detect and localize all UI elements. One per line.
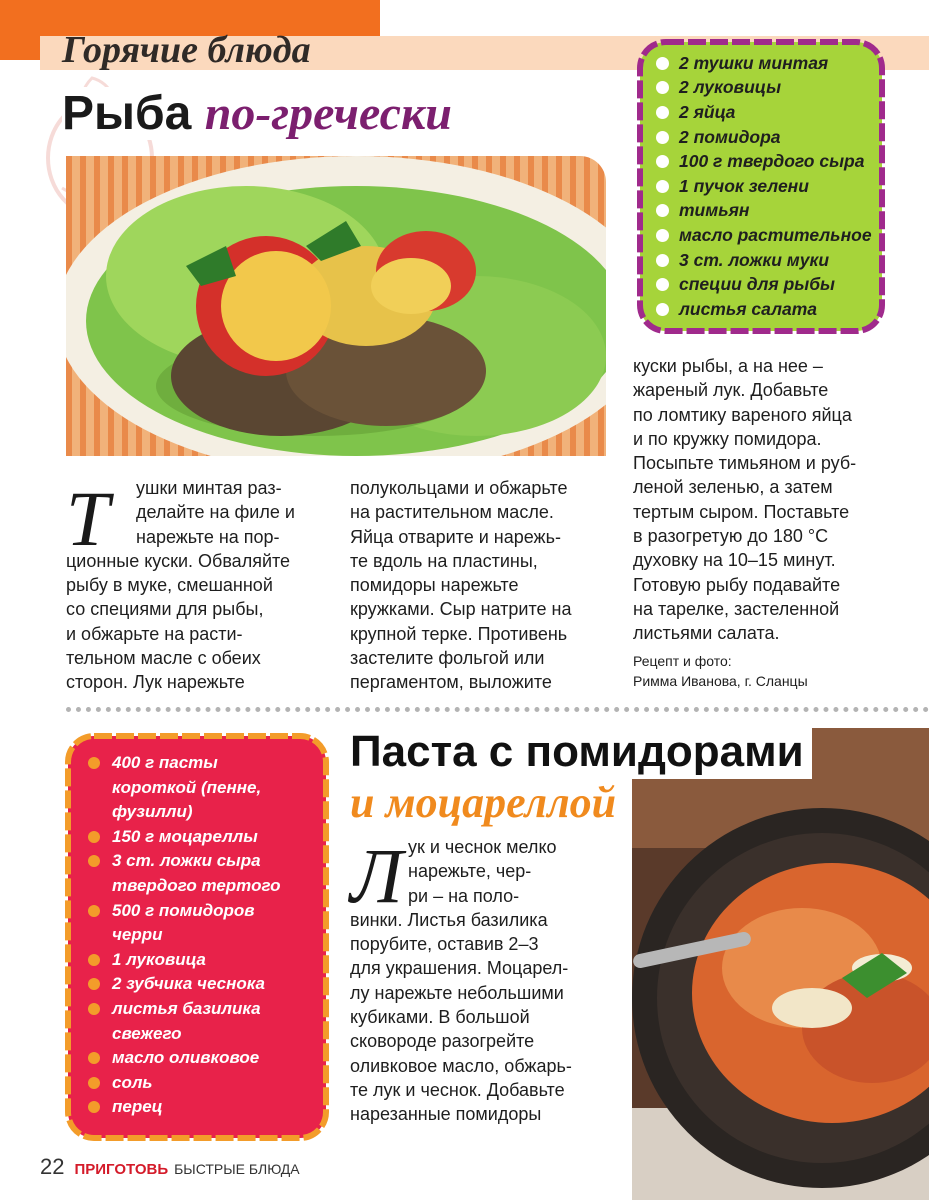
bullet-dot-icon: [88, 1077, 100, 1089]
bullet-dot-icon: [88, 1052, 100, 1064]
ingredient-item: [88, 899, 281, 948]
ingredient-text: перец: [112, 1097, 163, 1117]
ingredient-item: [656, 76, 872, 101]
magazine-series: БЫСТРЫЕ БЛЮДА: [174, 1161, 300, 1177]
bullet-dot-icon: [88, 1003, 100, 1015]
bullet-dot-icon: [656, 106, 669, 119]
ingredient-item: [88, 997, 281, 1046]
ingredient-item: [88, 1095, 281, 1120]
ingredient-item: [656, 125, 872, 150]
recipe2-text: [350, 832, 572, 1127]
ingredient-item: [88, 751, 281, 825]
ingredient-item: [656, 223, 872, 248]
section-divider: [66, 707, 929, 712]
ingredient-text: 1 пучок зелени: [679, 175, 809, 196]
magazine-name: ПРИГОТОВЬ: [74, 1161, 169, 1178]
ingredients-list-fish: [656, 51, 872, 322]
fish-dish-photo: [66, 156, 606, 456]
ingredient-item: [656, 248, 872, 273]
bullet-dot-icon: [88, 855, 100, 867]
recipe2-body: винки. Листья базилика порубите, оставив 2–3 для украшения. Моцарел- лу нарежьте небольшими кубиками. В большой сковороде разогрейте оливковое масло, обжарь- те лук и чеснок. Добавьте нарезанные помидоры: [350, 909, 572, 1125]
ingredient-text: листья салата: [679, 298, 818, 319]
ingredient-text: 100 г твердого сыра: [679, 151, 865, 172]
bullet-dot-icon: [656, 81, 669, 94]
ingredient-item: [88, 849, 281, 898]
ingredient-item: [656, 199, 872, 224]
bullet-dot-icon: [88, 1101, 100, 1113]
ingredient-text: 400 г пасты короткой (пенне, фузилли): [112, 753, 262, 822]
ingredient-text: масло оливковое: [112, 1048, 260, 1068]
ingredient-text: 2 луковицы: [679, 77, 782, 98]
ingredient-text: соль: [112, 1072, 153, 1092]
ingredient-item: [656, 100, 872, 125]
pasta-title-line-2: и моцареллой: [350, 778, 617, 827]
bullet-dot-icon: [88, 757, 100, 769]
page-number: 22: [40, 1154, 65, 1179]
recipe1-col1-text: ционные куски. Обваляйте рыбу в муке, смешанной со специями для рыбы, и обжарьте на расти- тельном масле с обеих сторон. Лук нарежьте: [66, 550, 291, 693]
page-footer: [40, 1154, 300, 1180]
bullet-dot-icon: [88, 978, 100, 990]
ingredient-item: [88, 1046, 281, 1071]
pasta-title-line-1: Паста с помидорами: [350, 725, 812, 779]
recipe1-column-2: полукольцами и обжарьте на растительном масле. Яйца отварите и нарежь- те вдоль на пластины, помидоры нарежьте кружками. Сыр натрите на крупной терке. Противень застелите фольгой или пергаментом, выложите: [350, 478, 572, 693]
dropcap-l: Л: [350, 832, 403, 919]
ingredient-text: 1 луковица: [112, 949, 206, 969]
ingredient-item: [88, 1071, 281, 1096]
pasta-skillet-photo: [632, 728, 929, 1200]
bullet-dot-icon: [656, 229, 669, 242]
recipe-title-plain: Рыба: [62, 87, 192, 140]
ingredient-text: 3 ст. ложки сыра твердого тертого: [112, 851, 281, 895]
recipe1-column-3: куски рыбы, а на нее – жареный лук. Добавьте по ломтику вареного яйца и по кружку помидора. Посыпьте тимьяном и руб- леной зеленью, а затем тертым сыром. Поставьте в разогретую до 180 °С духовку на 10–15 минут. Готовую рыбу подавайте на тарелке, застеленной листьями салата.: [633, 356, 857, 644]
bullet-dot-icon: [656, 278, 669, 291]
bullet-dot-icon: [88, 831, 100, 843]
dropcap-t: Т: [66, 475, 110, 562]
bullet-dot-icon: [656, 204, 669, 217]
bullet-dot-icon: [656, 57, 669, 70]
recipe-title-script: по-гречески: [204, 87, 452, 140]
ingredient-item: [656, 297, 872, 322]
ingredient-item: [88, 825, 281, 850]
ingredient-text: 2 тушки минтая: [679, 52, 829, 73]
ingredient-text: 2 помидора: [679, 126, 781, 147]
recipe-credit: Рецепт и фото: Римма Иванова, г. Сланцы: [633, 653, 808, 689]
recipe2-first-lines: ук и чеснок мелко нарежьте, чер- ри – на поло-: [408, 837, 557, 906]
ingredient-item: [656, 149, 872, 174]
bullet-dot-icon: [88, 954, 100, 966]
recipe-title: [62, 86, 452, 141]
ingredient-text: 2 зубчика чеснока: [112, 974, 265, 994]
bullet-dot-icon: [88, 905, 100, 917]
ingredient-item: [88, 948, 281, 973]
bullet-dot-icon: [656, 180, 669, 193]
ingredient-item: [656, 272, 872, 297]
bullet-dot-icon: [656, 155, 669, 168]
recipe1-col1-first-lines: ушки минтая раз- делайте на филе и нарежьте на пор-: [136, 478, 295, 547]
ingredient-text: листья базилика свежего: [112, 998, 261, 1043]
ingredient-text: масло растительное: [679, 224, 872, 245]
section-title: Горячие блюда: [62, 29, 311, 71]
ingredient-text: 500 г помидоров черри: [112, 900, 255, 945]
ingredient-text: 3 ст. ложки муки: [679, 249, 830, 270]
bullet-dot-icon: [656, 254, 669, 267]
ingredient-item: [656, 174, 872, 199]
ingredient-text: 2 яйца: [679, 101, 736, 122]
recipe1-column-1: [66, 476, 295, 695]
ingredient-text: тимьян: [679, 200, 750, 221]
bullet-dot-icon: [656, 303, 669, 316]
ingredient-item: [88, 972, 281, 997]
ingredient-text: специи для рыбы: [679, 274, 835, 295]
ingredient-item: [656, 51, 872, 76]
ingredients-list-pasta: [88, 751, 281, 1120]
bullet-dot-icon: [656, 131, 669, 144]
ingredient-text: 150 г моцареллы: [112, 826, 258, 846]
